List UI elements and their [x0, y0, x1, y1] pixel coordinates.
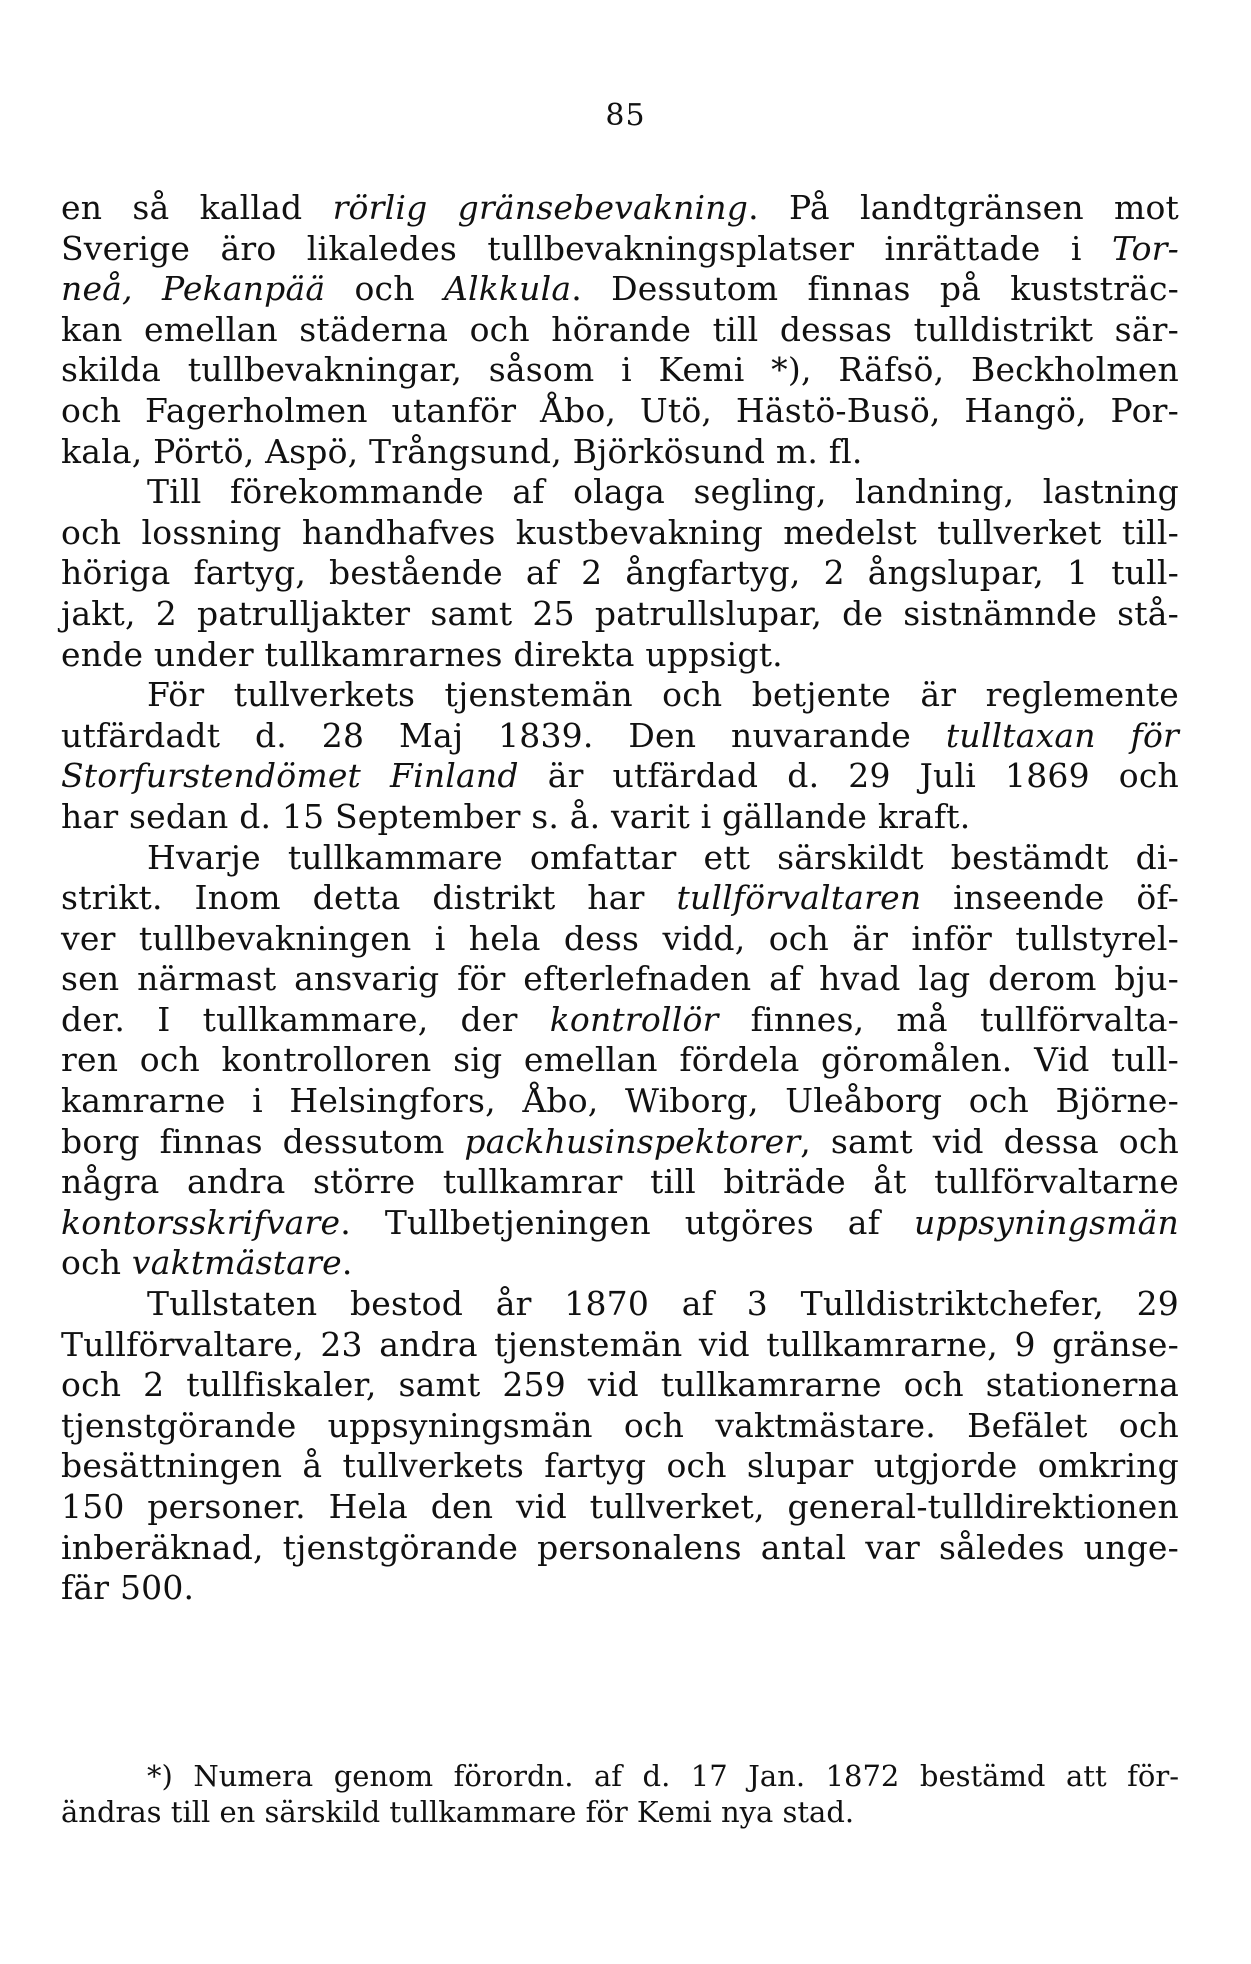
text-line — [61, 269, 1179, 310]
italic-text: tulltaxan för — [945, 715, 1179, 755]
text-segment: fär 500. — [61, 1568, 195, 1608]
text-line — [61, 1243, 1179, 1284]
text-segment: ende under tullkamrarnes direkta uppsigt. — [61, 634, 783, 674]
text-line — [61, 350, 1179, 391]
text-segment: besättningen å tullverkets fartyg och slupar utgjorde omkring — [61, 1446, 1179, 1486]
text-line — [61, 1446, 1179, 1487]
text-line — [61, 1162, 1179, 1203]
text-line — [61, 797, 1179, 838]
footnote-line — [61, 1758, 1179, 1794]
text-line — [61, 635, 1179, 676]
body-text — [61, 188, 1179, 1609]
italic-text: Storfurstendömet Finland — [61, 756, 519, 796]
italic-text: Tor- — [1111, 228, 1179, 268]
paragraph — [61, 838, 1179, 1285]
text-line — [61, 391, 1179, 432]
text-segment: kala, Pörtö, Aspö, Trångsund, Björkösund m. fl. — [61, 431, 863, 471]
text-segment: utfärdadt d. 28 Maj 1839. Den nuvarande — [61, 715, 946, 755]
text-segment: ändras till en särskild tullkammare för Kemi nya stad. — [61, 1795, 855, 1829]
text-line — [61, 919, 1179, 960]
text-line — [61, 1122, 1179, 1163]
text-line — [61, 188, 1179, 229]
footnote-line — [61, 1794, 1179, 1830]
text-segment: några andra större tullkamrar till biträde åt tullförvaltarne — [61, 1162, 1179, 1202]
text-segment: , samt vid dessa och — [800, 1121, 1179, 1161]
text-segment: och 2 tullfiskaler, samt 259 vid tullkamrarne och stationerna — [61, 1365, 1179, 1405]
text-segment: och — [325, 269, 444, 309]
text-segment: och lossning handhafves kustbevakning medelst tullverket till- — [61, 512, 1179, 552]
text-segment: är utfärdad d. 29 Juli 1869 och — [518, 756, 1179, 796]
text-segment: borg finnas dessutom — [61, 1121, 465, 1161]
paragraph — [61, 472, 1179, 675]
text-segment: inseende öf- — [921, 878, 1179, 918]
text-segment: sen närmast ansvarig för efterlefnaden af hvad lag derom bju- — [61, 959, 1179, 999]
text-segment: Hvarje tullkammare omfattar ett särskildt bestämdt di- — [147, 837, 1179, 877]
paragraph — [61, 1284, 1179, 1609]
text-line — [61, 1365, 1179, 1406]
text-segment: der. I tullkammare, der — [61, 999, 550, 1039]
text-line — [61, 472, 1179, 513]
text-segment: skilda tullbevakningar, såsom i Kemi *), Räfsö, Beckholmen — [61, 350, 1179, 390]
text-line — [61, 1528, 1179, 1569]
text-line — [61, 878, 1179, 919]
text-line — [61, 594, 1179, 635]
text-line — [61, 310, 1179, 351]
text-line — [61, 716, 1179, 757]
text-line — [61, 838, 1179, 879]
text-line — [61, 756, 1179, 797]
italic-text: rörlig gränsebevakning — [332, 188, 749, 227]
italic-text: Alkkula — [443, 269, 572, 309]
text-segment: . Dessutom finnas på kuststräc- — [571, 269, 1179, 309]
text-segment: Tullförvaltare, 23 andra tjenstemän vid tullkamrarne, 9 gränse- — [61, 1324, 1179, 1364]
footnote — [61, 1758, 1179, 1830]
text-line — [61, 1284, 1179, 1325]
text-line — [61, 1487, 1179, 1528]
text-line — [61, 959, 1179, 1000]
text-segment: kamrarne i Helsingfors, Åbo, Wiborg, Uleåborg och Björne- — [61, 1081, 1179, 1121]
text-segment: tjenstgörande uppsyningsmän och vaktmästare. Befälet och — [61, 1405, 1179, 1445]
text-segment: en så kallad — [61, 188, 333, 227]
text-line — [61, 1081, 1179, 1122]
text-segment: Tullstaten bestod år 1870 af 3 Tulldistriktchefer, 29 — [147, 1284, 1179, 1324]
page-number: 85 — [605, 98, 646, 133]
text-segment: och Fagerholmen utanför Åbo, Utö, Hästö-Busö, Hangö, Por- — [61, 390, 1179, 430]
paragraph — [61, 675, 1179, 837]
text-segment: höriga fartyg, bestående af 2 ångfartyg, 2 ångslupar, 1 tull- — [61, 553, 1179, 593]
italic-text: packhusinspektorer — [464, 1121, 801, 1161]
text-line — [61, 513, 1179, 554]
text-segment: och — [61, 1243, 132, 1283]
text-segment: ren och kontrolloren sig emellan fördela göromålen. Vid tull- — [61, 1040, 1179, 1080]
text-segment: strikt. Inom detta distrikt har — [61, 878, 677, 918]
text-segment: Sverige äro likaledes tullbevakningsplatser inrättade i — [61, 228, 1112, 268]
text-line — [61, 1040, 1179, 1081]
text-segment: Till förekommande af olaga segling, landning, lastning — [147, 472, 1179, 512]
text-segment: ver tullbevakningen i hela dess vidd, och är inför tullstyrel- — [61, 918, 1179, 958]
text-segment: *) Numera genom förordn. af d. 17 Jan. 1872 bestämd att för- — [147, 1759, 1179, 1793]
italic-text: tullförvaltaren — [676, 878, 922, 918]
text-line — [61, 553, 1179, 594]
text-line — [61, 675, 1179, 716]
text-segment: finnes, må tullförvalta- — [718, 999, 1179, 1039]
paragraph — [61, 188, 1179, 472]
italic-text: kontrollör — [549, 999, 719, 1039]
text-segment: . — [341, 1243, 353, 1283]
text-line — [61, 1203, 1179, 1244]
italic-text: uppsyningsmän — [913, 1202, 1179, 1242]
text-segment: . På landtgränsen mot — [748, 188, 1179, 227]
italic-text: vaktmästare — [131, 1243, 342, 1283]
text-line — [61, 1000, 1179, 1041]
text-line — [61, 1568, 1179, 1609]
italic-text: kontorsskrifvare — [61, 1202, 341, 1242]
text-segment: För tullverkets tjenstemän och betjente är reglemente — [147, 675, 1179, 715]
text-segment: inberäknad, tjenstgörande personalens antal var således unge- — [61, 1527, 1179, 1567]
text-segment: 150 personer. Hela den vid tullverket, general-tulldirektionen — [61, 1487, 1179, 1526]
italic-text: neå, Pekanpää — [61, 269, 326, 309]
text-line — [61, 1406, 1179, 1447]
text-segment: . Tullbetjeningen utgöres af — [340, 1202, 914, 1242]
text-segment: har sedan d. 15 September s. å. varit i gällande kraft. — [61, 796, 971, 836]
text-line — [61, 229, 1179, 270]
text-line — [61, 432, 1179, 473]
text-segment: jakt, 2 patrulljakter samt 25 patrullslupar, de sistnämnde stå- — [61, 593, 1179, 633]
text-line — [61, 1325, 1179, 1366]
text-segment: kan emellan städerna och hörande till dessas tulldistrikt sär- — [61, 309, 1179, 349]
